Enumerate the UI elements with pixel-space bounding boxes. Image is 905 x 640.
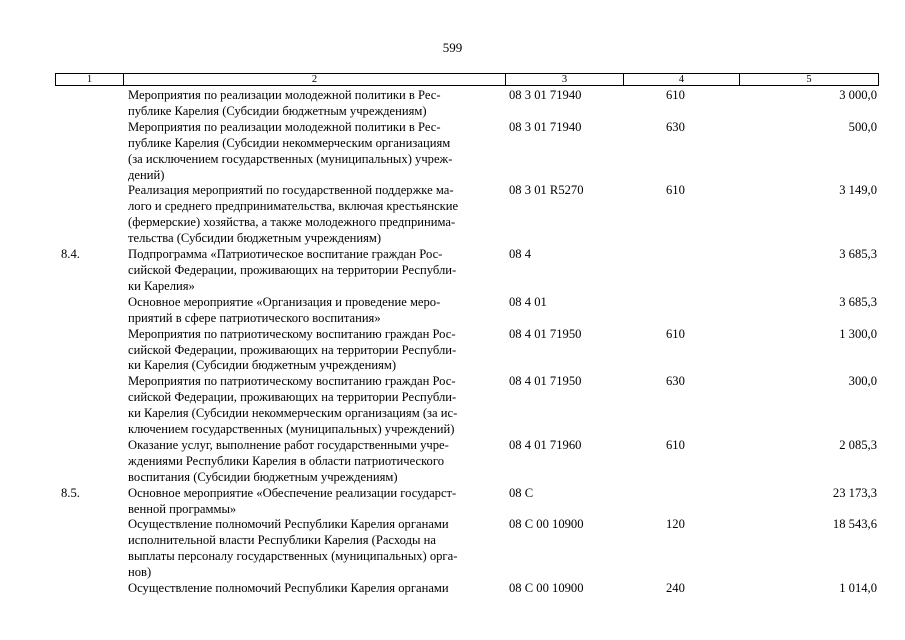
table-row <box>55 247 879 295</box>
row-expense-type: 240 <box>666 581 685 596</box>
table-row <box>55 517 879 581</box>
row-expense-type: 630 <box>666 374 685 389</box>
row-expense-type: 610 <box>666 437 685 452</box>
row-name <box>123 88 505 120</box>
row-name-line: (за исключением государственных (муниципальных) учреж- <box>128 151 453 166</box>
row-name-line: приятий в сфере патриотического воспитания» <box>128 310 381 325</box>
row-amount: 1 300,0 <box>839 326 877 341</box>
row-code: 08 3 01 R5270 <box>509 183 584 198</box>
row-name <box>123 581 505 597</box>
row-name-line: Мероприятия по реализации молодежной политики в Рес- <box>128 119 441 134</box>
table-row <box>55 438 879 486</box>
row-name-line: публике Карелия (Субсидии бюджетным учреждениям) <box>128 103 427 118</box>
row-name-line: Основное мероприятие «Организация и проведение меро- <box>128 294 441 309</box>
row-amount: 18 543,6 <box>832 517 877 532</box>
row-name-line: (фермерские) хозяйства, а также молодежного предпринима- <box>128 215 456 230</box>
table-row <box>55 88 879 120</box>
row-name-line: публике Карелия (Субсидии некоммерческим организациям <box>128 135 451 150</box>
row-number: 8.5. <box>61 485 80 500</box>
row-name-line: воспитания (Субсидии бюджетным учреждениям) <box>128 469 398 484</box>
row-name-line: венной программы» <box>128 501 237 516</box>
header-cell-5: 5 <box>806 74 812 85</box>
row-code: 08 С <box>509 485 534 500</box>
row-name-line: ки Карелия (Субсидии бюджетным учреждениям) <box>128 358 397 373</box>
row-name-line: сийской Федерации, проживающих на территории Республи- <box>128 390 457 405</box>
row-expense-type: 610 <box>666 326 685 341</box>
row-expense-type: 610 <box>666 88 685 102</box>
row-name <box>123 295 505 327</box>
table-row <box>55 581 879 597</box>
row-name-line: тельства (Субсидии бюджетным учреждениям) <box>128 231 382 246</box>
row-name-line: сийской Федерации, проживающих на территории Республи- <box>128 342 457 357</box>
row-name-line: Осуществление полномочий Республики Карелия органами <box>128 517 449 532</box>
row-name-line: ключением государственных (муниципальных) учреждений) <box>128 422 455 437</box>
table-body <box>55 88 879 597</box>
row-name-line: ки Карелия (Субсидии некоммерческим организациям (за ис- <box>128 406 458 421</box>
row-code: 08 4 01 71950 <box>509 326 582 341</box>
row-amount: 2 085,3 <box>839 437 877 452</box>
row-name <box>123 374 505 438</box>
row-expense-type: 630 <box>666 119 685 134</box>
row-number: 8.4. <box>61 247 80 262</box>
row-name-line: Оказание услуг, выполнение работ государственными учре- <box>128 437 449 452</box>
row-name <box>123 517 505 581</box>
row-amount: 500,0 <box>848 119 877 134</box>
row-expense-type: 610 <box>666 183 685 198</box>
row-amount: 23 173,3 <box>832 485 877 500</box>
row-name <box>123 438 505 486</box>
row-name-line: ждениями Республики Карелия в области патриотического <box>128 453 444 468</box>
row-amount: 1 014,0 <box>839 581 877 596</box>
row-amount: 3 000,0 <box>839 88 877 102</box>
row-amount: 3 149,0 <box>839 183 877 198</box>
table-header-row <box>55 73 879 86</box>
header-cell-2: 2 <box>124 74 506 85</box>
row-expense-type: 120 <box>666 517 685 532</box>
row-code: 08 4 01 71950 <box>509 374 582 389</box>
row-name-line: Мероприятия по патриотическому воспитанию граждан Рос- <box>128 326 456 341</box>
header-cell-1: 1 <box>56 74 124 85</box>
row-name <box>123 486 505 518</box>
row-code: 08 3 01 71940 <box>509 119 582 134</box>
header-cell-3: 3 <box>506 74 624 85</box>
row-name-line: дений) <box>128 167 165 182</box>
row-code: 08 С 00 10900 <box>509 517 584 532</box>
table-row <box>55 374 879 438</box>
table-row <box>55 486 879 518</box>
row-amount: 3 685,3 <box>839 294 877 309</box>
row-name-line: сийской Федерации, проживающих на территории Республи- <box>128 262 457 277</box>
row-name-line: Осуществление полномочий Республики Карелия органами <box>128 581 449 596</box>
row-code: 08 3 01 71940 <box>509 88 582 102</box>
row-code: 08 4 01 71960 <box>509 437 582 452</box>
row-code: 08 4 <box>509 247 532 262</box>
row-name-line: Мероприятия по реализации молодежной политики в Рес- <box>128 88 441 102</box>
table-row <box>55 327 879 375</box>
row-name <box>123 120 505 184</box>
row-name-line: выплаты персоналу государственных (муниципальных) орга- <box>128 549 458 564</box>
row-name-line: ки Карелия» <box>128 278 195 293</box>
row-amount: 3 685,3 <box>839 247 877 262</box>
row-name <box>123 327 505 375</box>
header-cell-4: 4 <box>624 74 740 85</box>
row-name-line: лого и среднего предпринимательства, включая крестьянские <box>128 199 459 214</box>
row-name-line: исполнительной власти Республики Карелия (Расходы на <box>128 533 436 548</box>
table-row <box>55 295 879 327</box>
row-name-line: Мероприятия по патриотическому воспитанию граждан Рос- <box>128 374 456 389</box>
row-code: 08 С 00 10900 <box>509 581 584 596</box>
table-row <box>55 183 879 247</box>
row-name-line: Основное мероприятие «Обеспечение реализации государст- <box>128 485 457 500</box>
row-name <box>123 183 505 247</box>
row-name-line: Реализация мероприятий по государственной поддержке ма- <box>128 183 454 198</box>
row-name-line: Подпрограмма «Патриотическое воспитание граждан Рос- <box>128 247 443 262</box>
row-name-line: нов) <box>128 565 152 580</box>
row-amount: 300,0 <box>848 374 877 389</box>
page-number: 599 <box>442 40 463 55</box>
table-row <box>55 120 879 184</box>
row-name <box>123 247 505 295</box>
row-code: 08 4 01 <box>509 294 547 309</box>
